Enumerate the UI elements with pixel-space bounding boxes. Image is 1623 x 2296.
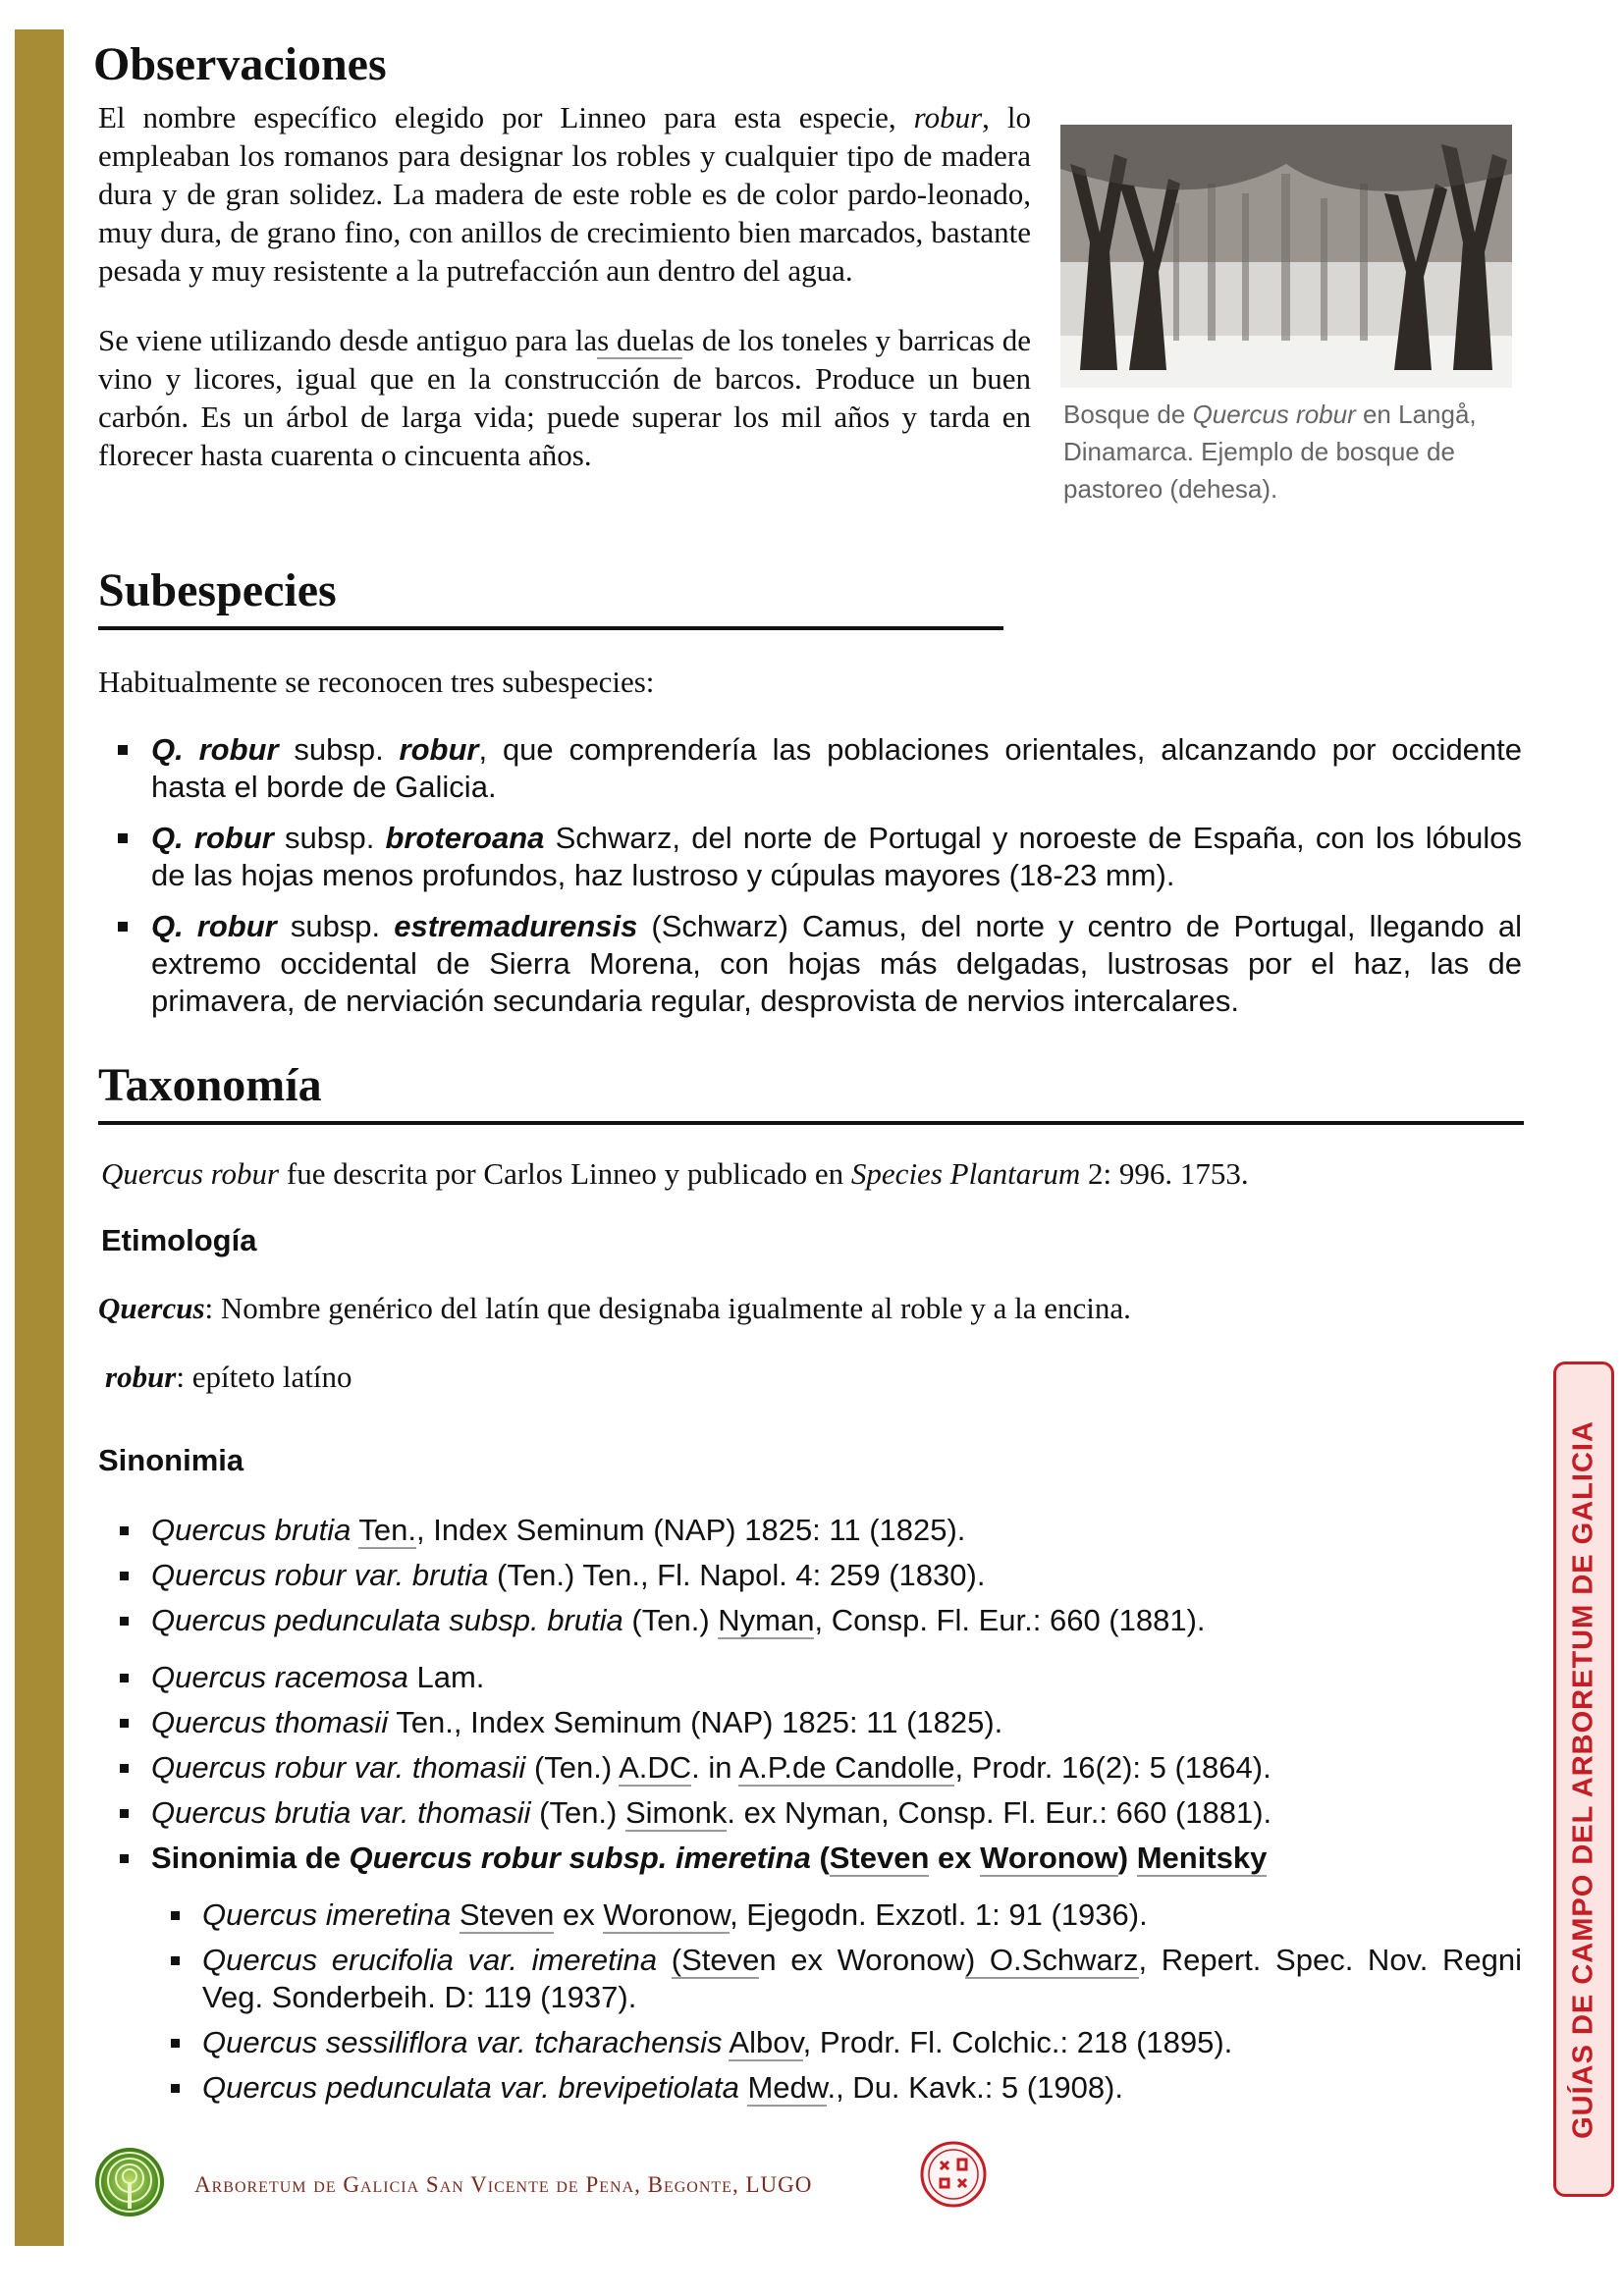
subespecies-list bbox=[108, 731, 1522, 1034]
side-tab-label: GUÍAS DE CAMPO DEL ARBORETUM DE GALICIA bbox=[1567, 1419, 1599, 2139]
taxonomia-rule bbox=[98, 1121, 1524, 1125]
observaciones-paragraph-2: Se viene utilizando desde antiguo para las duelas de los toneles y barricas de vino y licores, igual que en la construcción de barcos. Produce un buen carbón. Es un árbol de larga vida; puede superar los mil años y tarda en florecer hasta cuarenta o cincuenta años. bbox=[98, 323, 1031, 472]
etimologia-robur: robur: epíteto latíno bbox=[105, 1360, 352, 1394]
list-item: Quercus pedunculata var. brevipetiolata Medw., Du. Kavk.: 5 (1908). bbox=[108, 2069, 1522, 2107]
list-item: Quercus erucifolia var. imeretina (Steven ex Woronow) O.Schwarz, Repert. Spec. Nov. Regni Veg. Sonderbeih. D: 119 (1937). bbox=[108, 1942, 1522, 2016]
taxonomia-description: Quercus robur fue descrita por Carlos Linneo y publicado en Species Plantarum 2: 996. 1753. bbox=[101, 1156, 1249, 1191]
observaciones-paragraph-1: El nombre específico elegido por Linneo para esta especie, robur, lo empleaban los romanos para designar los robles y cualquier tipo de madera dura y de gran solidez. La madera de este roble es de color pardo-leonado, muy dura, de grano fino, con anillos de crecimiento bien marcados, bastante pesada y muy resistente a la putrefacción aun dentro del agua. bbox=[98, 100, 1031, 288]
seal-icon bbox=[919, 2140, 988, 2209]
photo-caption: Bosque de Quercus robur en Langå, Dinamarca. Ejemplo de bosque de pastoreo (dehesa). bbox=[1063, 400, 1477, 504]
list-item: Quercus robur var. thomasii (Ten.) A.DC. in A.P.de Candolle, Prodr. 16(2): 5 (1864). bbox=[108, 1749, 1522, 1787]
list-item: Quercus brutia Ten., Index Seminum (NAP) 1825: 11 (1825). bbox=[108, 1512, 1522, 1549]
author-link[interactable]: Menitsky bbox=[1136, 1841, 1268, 1875]
list-item: Quercus thomasii Ten., Index Seminum (NAP) 1825: 11 (1825). bbox=[108, 1704, 1522, 1741]
author-link[interactable]: A.DC bbox=[619, 1750, 692, 1785]
author-link[interactable]: ) O.Schwarz bbox=[964, 1943, 1139, 1977]
list-item: Quercus sessiliflora var. tcharachensis Albov, Prodr. Fl. Colchic.: 218 (1895). bbox=[108, 2024, 1522, 2061]
author-link[interactable]: Albov bbox=[729, 2025, 803, 2059]
list-item: Q. robur subsp. estremadurensis (Schwarz) Camus, del norte y centro de Portugal, llegando al extremo occidental de Sierra Morena, con hojas más delgadas, lustrosas por el haz, las de primavera, de nerviación secundaria regular, desprovista de nervios intercalares. bbox=[108, 908, 1522, 1020]
author-link[interactable]: Woronow bbox=[980, 1841, 1118, 1875]
subespecies-intro: Habitualmente se reconocen tres subespecies: bbox=[98, 665, 655, 699]
section-title-observaciones: Observaciones bbox=[93, 38, 387, 90]
sinonimia-list bbox=[108, 1512, 1522, 2114]
section-title-subespecies: Subespecies bbox=[98, 564, 337, 616]
author-link[interactable]: Steven bbox=[459, 1897, 555, 1932]
author-link[interactable]: Steven bbox=[829, 1841, 930, 1875]
side-bar bbox=[15, 29, 64, 2246]
author-link[interactable]: Nyman bbox=[718, 1603, 815, 1637]
list-item: Quercus racemosa Lam. bbox=[108, 1659, 1522, 1696]
list-item: Quercus brutia var. thomasii (Ten.) Simonk. ex Nyman, Consp. Fl. Eur.: 660 (1881). bbox=[108, 1794, 1522, 1832]
author-link[interactable]: Woronow bbox=[603, 1897, 730, 1932]
observaciones-text bbox=[98, 98, 1031, 506]
sinonimia-heading: Sinonimia bbox=[98, 1443, 244, 1477]
snowy-forest-image bbox=[1060, 125, 1512, 388]
author-link[interactable]: (Steve bbox=[671, 1943, 760, 1977]
list-item: Quercus imeretina Steven ex Woronow, Ejegodn. Exzotl. 1: 91 (1936). bbox=[108, 1896, 1522, 1934]
author-link[interactable]: A.P.de Candolle bbox=[738, 1750, 955, 1785]
forest-photo bbox=[1060, 125, 1512, 388]
list-item: Q. robur subsp. broteroana Schwarz, del norte de Portugal y noroeste de España, con los lóbulos de las hojas menos profundos, haz lustroso y cúpulas mayores (18-23 mm). bbox=[108, 820, 1522, 894]
list-item: Q. robur subsp. robur, que comprendería las poblaciones orientales, alcanzando por occidente hasta el borde de Galicia. bbox=[108, 731, 1522, 806]
author-link[interactable]: Simonk bbox=[624, 1795, 728, 1830]
author-link[interactable]: Medw bbox=[747, 2070, 828, 2105]
section-title-taxonomia: Taxonomía bbox=[98, 1059, 322, 1111]
tree-ring-icon bbox=[95, 2148, 164, 2216]
author-link[interactable]: Ten. bbox=[358, 1513, 416, 1547]
list-item: Quercus pedunculata subsp. brutia (Ten.) Nyman, Consp. Fl. Eur.: 660 (1881). bbox=[108, 1602, 1522, 1639]
footer-address: Arboretum de Galicia San Vicente de Pena, Begonte, LUGO bbox=[194, 2172, 813, 2197]
list-item: Quercus robur var. brutia (Ten.) Ten., Fl. Napol. 4: 259 (1830). bbox=[108, 1557, 1522, 1594]
subespecies-rule bbox=[98, 626, 1003, 630]
guide-side-tab bbox=[1553, 1362, 1614, 2197]
etimologia-quercus: Quercus: Nombre genérico del latín que designaba igualmente al roble y a la encina. bbox=[98, 1291, 1131, 1325]
imeretina-synonymy-heading: Sinonimia de Quercus robur subsp. imeretina (Steven ex Woronow) Menitsky bbox=[108, 1840, 1522, 1877]
arboretum-logo bbox=[95, 2148, 164, 2216]
etimologia-heading: Etimología bbox=[101, 1223, 257, 1257]
